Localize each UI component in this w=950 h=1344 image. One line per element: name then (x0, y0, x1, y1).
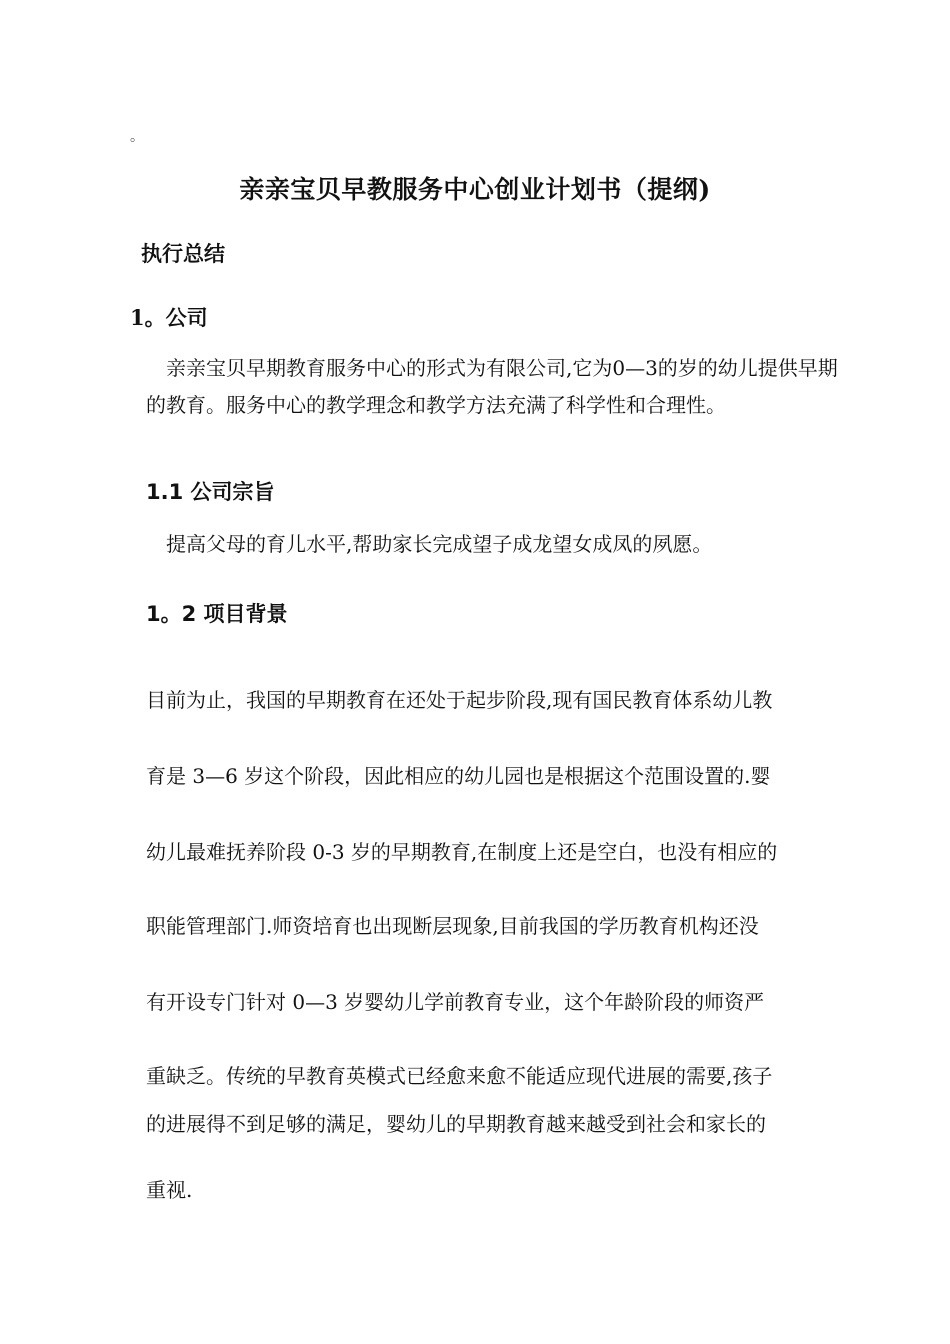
background-line: 重缺乏。传统的早教育英模式已经愈来愈不能适应现代进展的需要,孩子 (146, 1064, 773, 1088)
section-1-heading: 1。公司 (130, 305, 208, 330)
background-line: 的进展得不到足够的满足，婴幼儿的早期教育越来越受到社会和家长的 (146, 1112, 766, 1136)
background-line: 育是 3—6 岁这个阶段，因此相应的幼儿园也是根据这个范围设置的.婴 (146, 764, 771, 788)
background-line: 职能管理部门.师资培育也出现断层现象,目前我国的学历教育机构还没 (146, 914, 759, 938)
background-line: 重视. (146, 1178, 193, 1202)
section-1-1-heading: 1.1 公司宗旨 (146, 480, 275, 504)
background-line: 有开设专门针对 0—3 岁婴幼儿学前教育专业，这个年龄阶段的师资严 (146, 990, 765, 1014)
background-line: 目前为止，我国的早期教育在还处于起步阶段,现有国民教育体系幼儿教 (146, 688, 773, 712)
section-1-body: 亲亲宝贝早期教育服务中心的形式为有限公司,它为0—3的岁的幼儿提供早期的教育。服务中心的教学理念和教学方法充满了科学性和合理性。 (146, 356, 838, 417)
leading-mark: 。 (130, 129, 144, 145)
document-title: 亲亲宝贝早教服务中心创业计划书（提纲) (239, 175, 711, 204)
background-line: 幼儿最难抚养阶段 0-3 岁的早期教育,在制度上还是空白，也没有相应的 (146, 840, 778, 864)
executive-summary-heading: 执行总结 (141, 241, 225, 266)
section-1-2-heading: 1。2 项目背景 (146, 602, 288, 626)
section-1-1-body: 提高父母的育儿水平,帮助家长完成望子成龙望女成凤的夙愿。 (166, 532, 713, 556)
